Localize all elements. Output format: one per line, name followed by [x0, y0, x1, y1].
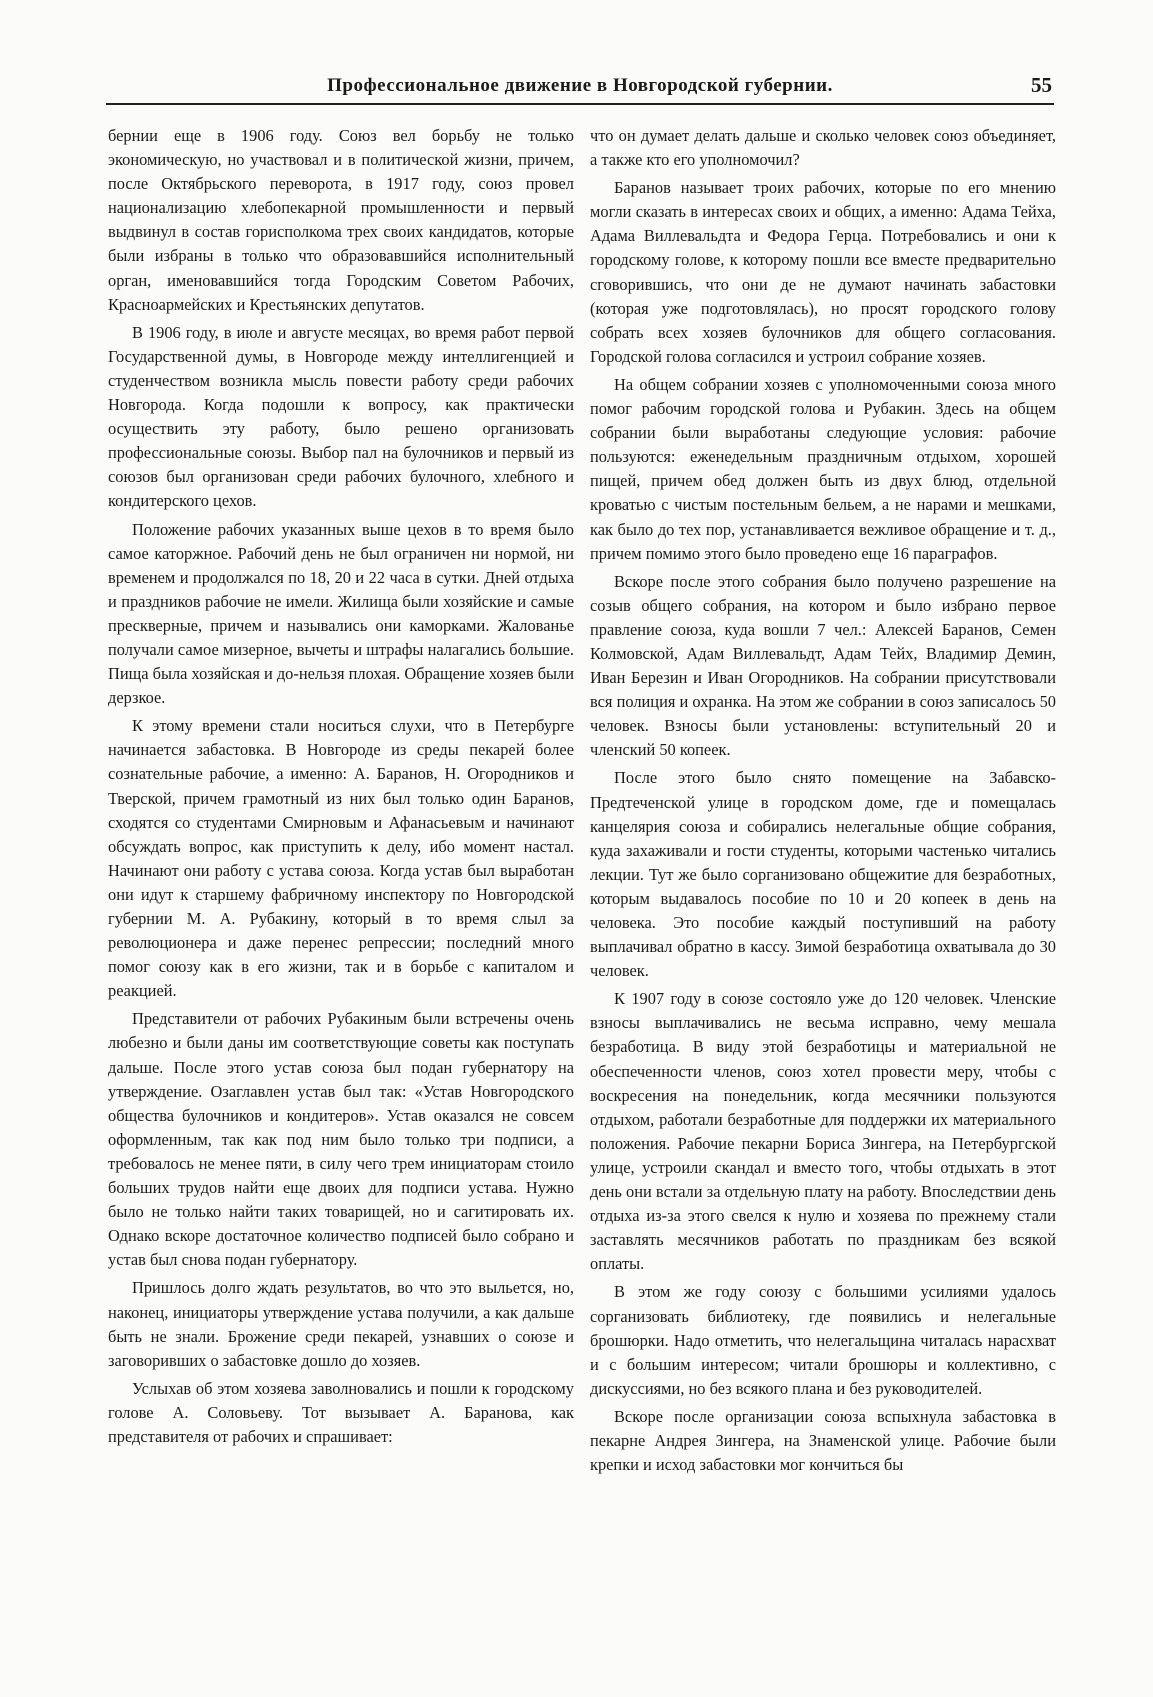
- paragraph: Услыхав об этом хозяева заволновались и пошли к городскому голове А. Соловьеву. Тот вызывает А. Баранова, как представителя от рабочих и спрашивает:: [108, 1378, 574, 1446]
- paragraph: В этом же году союзу с большими усилиями удалось сорганизовать библиотеку, где появились и нелегальные брошюрки. Надо отметить, что нелегальщина читалась нарасхват и с большим интересом; читали брошюры и коллективно, с дискуссиями, но без всякого плана и без руководителей.: [590, 1282, 1056, 1398]
- paragraph: бернии еще в 1906 году. Союз вел борьбу не только экономическую, но участвовал и в политической жизни, причем, после Октябрьского переворота, в 1917 году, союз провел национализацию хлебопекарной промышленности и первый выдвинул в состав горисполкома трех своих кандидатов, которые были избраны в только что образовавшийся исполнительный орган, именовавшийся тогда Городским Советом Рабочих, Красноармейских и Крестьянских депутатов.: [108, 126, 574, 314]
- paragraph: Пришлось долго ждать результатов, во что это выльется, но, наконец, инициаторы утверждение устава получили, а как дальше быть не знали. Брожение среди пекарей, узнавших о союзе и заговоривших о забастовке дошло до хозяев.: [108, 1278, 574, 1370]
- paragraph: К 1907 году в союзе состояло уже до 120 человек. Членские взносы выплачивались не весьма исправно, чему мешала безработица. В виду этой безработицы и материальной не обеспеченности членов, союз хотел провести меру, чтобы с воскресения на понедельник, когда месячники пользуются отдыхом, работали безработные для поддержки их материального положения. Рабочие пекарни Бориса Зингера, на Петербургской улице, устроили скандал и вместо того, чтобы отдыхать в этот день они встали за отдельную плату на работу. Впоследствии день отдыха из-за этого свелся к нулю и хозяева по прежнему стали заставлять месячников работать по праздникам без всякой оплаты.: [590, 989, 1056, 1274]
- paragraph: В 1906 году, в июле и августе месяцах, во время работ первой Государственной думы, в Новгороде между интеллигенцией и студенчеством возникла мысль повести работу среди рабочих Новгорода. Когда подошли к вопросу, как практически осуществить эту работу, было решено организовать профессиональные союзы. Выбор пал на булочников и первый из союзов был организован среди рабочих булочного, хлебного и кондитерского цехов.: [108, 322, 574, 511]
- left-column: [108, 124, 574, 1453]
- paragraph: Баранов называет троих рабочих, которые по его мнению могли сказать в интересах своих и общих, а именно: Адама Тейха, Адама Виллевальдта и Федора Герца. Потребовались и они к городскому голове, к которому пошли все вместе предварительно сговорившись, что они де не думают начинать забастовки (которая уже подготовлялась), но просят городского голову собрать всех хозяев булочников для общего согласования. Городской голова согласился и устроил собрание хозяев.: [590, 178, 1056, 366]
- running-title: Профессиональное движение в Новгородской губернии.: [327, 75, 833, 96]
- paragraph: Вскоре после организации союза вспыхнула забастовка в пекарне Андрея Зингера, на Знаменской улице. Рабочие были крепки и исход забастовки мог кончиться бы: [590, 1406, 1056, 1475]
- paragraph: Положение рабочих указанных выше цехов в то время было самое каторжное. Рабочий день не был ограничен ни нормой, ни временем и продолжался по 18, 20 и 22 часа в сутки. Дней отдыха и праздников рабочие не имели. Жилища были хозяйские и самые прескверные, причем и назывались они каморками. Жалованье получали самое мизерное, вычеты и штрафы налагались большие. Пища была хозяйская и до-нельзя плохая. Обращение хозяев были дерзкое.: [108, 519, 575, 708]
- paragraph: Представители от рабочих Рубакиным были встречены очень любезно и были даны им соответствующие советы как поступать дальше. После этого устав союза был подан губернатору на утверждение. Озаглавлен устав был так: «Устав Новгородского общества булочников и кондитеров». Устав оказался не совсем оформленным, так как под ним было только три подписи, а требовалось не менее пяти, в силу чего трем инициаторам стоило больших трудов найти еще двоих для подписи устава. Нужно было не только найти таких товарищей, но и сагитировать их. Однако вскоре достаточное количество подписей было собрано и устав был снова подан губернатору.: [108, 1009, 574, 1270]
- right-column: [590, 124, 1056, 1481]
- page-header: [106, 73, 1054, 105]
- paragraph: что он думает делать дальше и сколько человек союз объединяет, а также кто его уполномочил?: [590, 126, 1056, 170]
- paragraph: Вскоре после этого собрания было получено разрешение на созыв общего собрания, на котором и было избрано первое правление союза, куда вошли 7 чел.: Алексей Баранов, Семен Колмовской, Адам Виллевальдт, Адам Тейх, Владимир Демин, Иван Березин и Иван Огородников. На собрании присутствовали вся полиция и охранка. На этом же собрании в союз записалось 50 человек. Взносы были установлены: вступительный 20 и членский 50 копеек.: [590, 571, 1056, 760]
- paragraph: После этого было снято помещение на Забавско-Предтеченской улице в городском доме, где и помещалась канцелярия союза и собирались нелегальные общие собрания, куда захаживали и гости студенты, которыми частенько читались лекции. Тут же было сорганизовано общежитие для безработных, которым выдавалось пособие по 10 и 20 копеек в день на человека. Это пособие каждый поступивший на работу выплачивал обратно в кассу. Зимой безработица охватывала до 30 человек.: [590, 768, 1056, 981]
- paragraph: К этому времени стали носиться слухи, что в Петербурге начинается забастовка. В Новгороде из среды пекарей более сознательные рабочие, а именно: А. Баранов, Н. Огородников и Тверской, причем грамотный из них был только один Баранов, сходятся со студентами Смирновым и Афанасьевым и начинают обсуждать вопрос, как приступить к делу, ибо момент настал. Начинают они работу с устава союза. Когда устав был выработан они идут к старшему фабричному инспектору по Новгородской губернии М. А. Рубакину, который в то время слыл за революционера и даже перенес репрессии; последний много помог союзу как в его жизни, так и в борьбе с капиталом и реакцией.: [108, 716, 574, 1001]
- paragraph: На общем собрании хозяев с уполномоченными союза много помог рабочим городской голова и Рубакин. Здесь на общем собрании были выработаны следующие условия: рабочие пользуются: еженедельным праздничным отдыхом, хорошей пищей, причем обед должен быть из двух блюд, отдельной кроватью с чистым постельным бельем, а не нарами и мешками, как было до тех пор, устанавливается вежливое обращение и т. д., причем помимо этого было проведено еще 16 параграфов.: [590, 374, 1056, 563]
- page-number: 55: [1031, 73, 1052, 97]
